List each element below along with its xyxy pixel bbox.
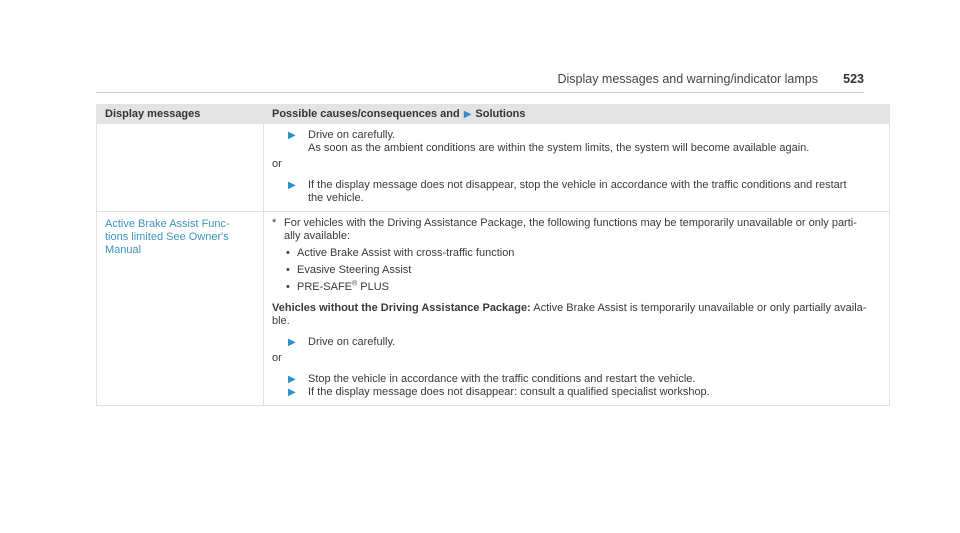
list-item <box>286 264 881 277</box>
page-number: 523 <box>843 72 864 86</box>
solution-step <box>288 386 881 399</box>
or-separator: or <box>272 352 282 364</box>
solution-step <box>288 129 881 155</box>
solution-cell <box>264 124 889 211</box>
triangle-right-icon: ▶ <box>288 337 296 348</box>
step-text: If the display message does not disappear, stop the vehicle in accordance with the traffic conditions and restart <box>308 179 847 191</box>
step-text: Stop the vehicle in accordance with the traffic conditions and restart the vehicle. <box>308 373 696 385</box>
triangle-right-icon: ▶ <box>288 180 296 191</box>
table-header <box>97 105 889 123</box>
plus-label: PLUS <box>357 281 389 293</box>
column-header-display-messages: Display messages <box>105 108 201 120</box>
note-text: For vehicles with the Driving Assistance Package, the following functions may be temporarily unavailable or only parti- <box>284 217 857 229</box>
or-separator: or <box>272 158 282 170</box>
bullet-icon: • <box>286 247 290 259</box>
message-cell <box>97 124 264 211</box>
list-item-text: Active Brake Assist with cross-traffic function <box>297 247 515 259</box>
column-header-causes-solutions <box>264 105 889 123</box>
display-message-line: Manual <box>105 244 142 256</box>
table-row <box>97 123 889 211</box>
message-cell[interactable] <box>97 212 264 405</box>
list-item <box>286 247 881 260</box>
asterisk-mark: * <box>272 217 277 229</box>
list-item <box>286 281 881 294</box>
without-package-paragraph <box>272 302 881 328</box>
bullet-icon: • <box>286 264 290 276</box>
step-text: Drive on carefully. <box>308 129 396 141</box>
display-message-line: tions limited See Owner's <box>105 231 229 243</box>
display-messages-table <box>96 104 890 406</box>
list-item-text: Evasive Steering Assist <box>297 264 412 276</box>
page-header <box>96 72 864 93</box>
solution-step <box>288 373 881 386</box>
registered-mark: ® <box>352 280 358 288</box>
table-row <box>97 211 889 405</box>
pre-safe-label: PRE-SAFE <box>297 281 353 293</box>
note-text-continued: ally available: <box>284 230 351 242</box>
step-detail: As soon as the ambient conditions are within the system limits, the system will become available again. <box>308 142 810 154</box>
display-message-line: Active Brake Assist Func- <box>105 218 230 230</box>
column-header-solutions: Solutions <box>475 108 526 120</box>
without-package-text: Active Brake Assist is temporarily unavailable or only partially availa- <box>530 302 867 314</box>
triangle-right-icon: ▶ <box>288 130 296 141</box>
column-header-causes: Possible causes/consequences and <box>272 108 460 120</box>
triangle-right-icon: ▶ <box>288 387 296 398</box>
triangle-right-icon: ▶ <box>288 374 296 385</box>
bullet-icon: • <box>286 281 290 293</box>
step-text: If the display message does not disappear: consult a qualified specialist workshop. <box>308 386 710 398</box>
without-package-label: Vehicles without the Driving Assistance Package: <box>272 302 531 314</box>
solution-cell <box>264 212 889 405</box>
step-text: Drive on carefully. <box>308 336 396 348</box>
running-title: Display messages and warning/indicator lamps <box>557 72 818 86</box>
triangle-right-icon: ▶ <box>463 109 472 120</box>
equipment-note <box>272 217 881 243</box>
solution-step <box>288 179 881 205</box>
step-text-continued: the vehicle. <box>308 192 364 204</box>
solution-step <box>288 336 881 349</box>
without-package-text-continued: ble. <box>272 315 290 327</box>
list-item-text <box>297 281 389 294</box>
